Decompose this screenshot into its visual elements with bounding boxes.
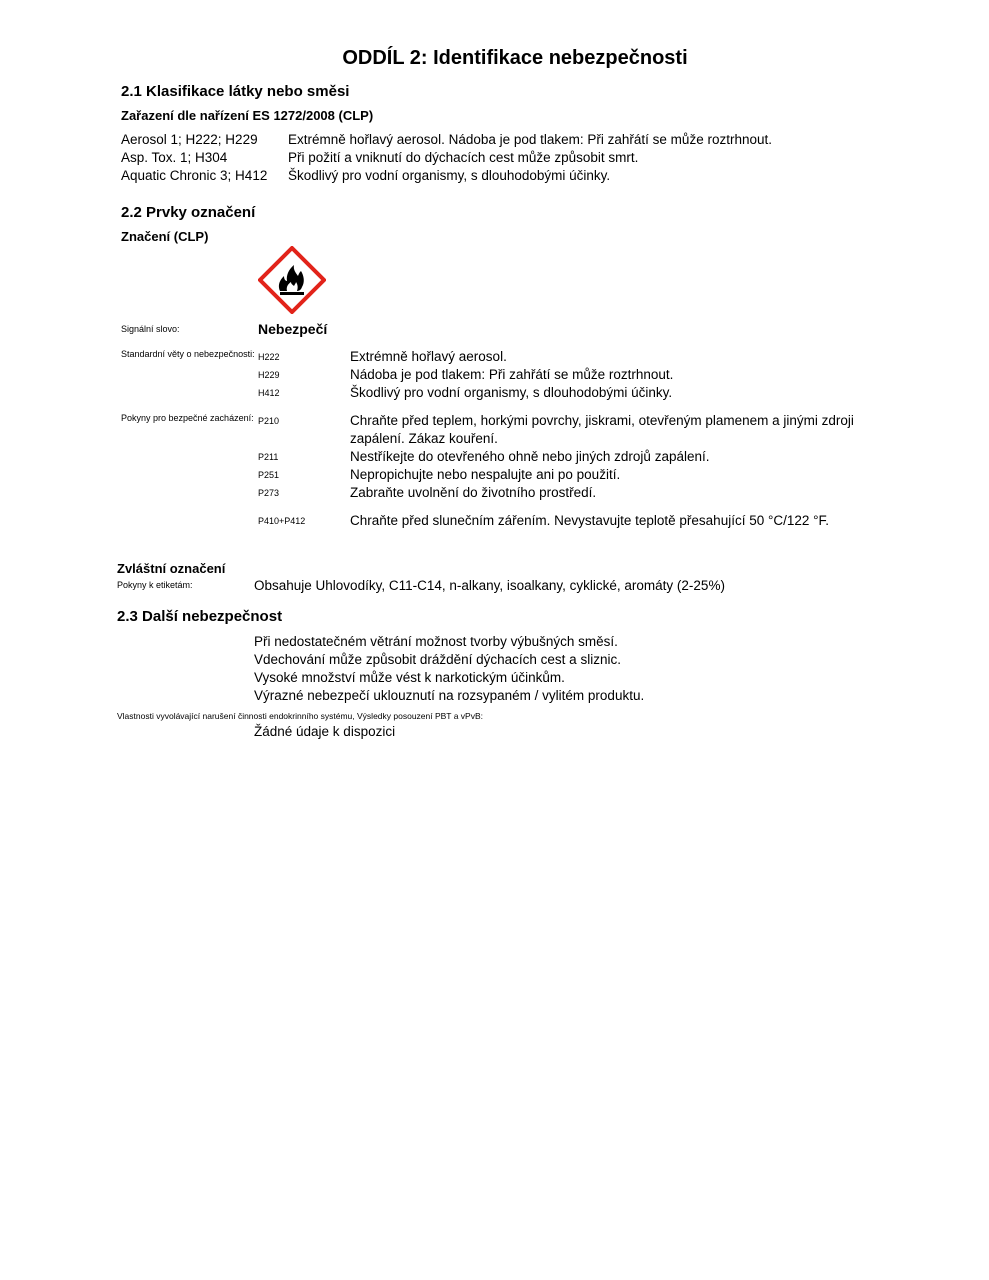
- other-hazard-line: Při nedostatečném větrání možnost tvorby výbušných směsí.: [254, 634, 618, 649]
- classification-code: Asp. Tox. 1; H304: [121, 150, 228, 165]
- precaution-code: P273: [258, 488, 280, 498]
- clp-labelling-subheading: Značení (CLP): [121, 229, 209, 244]
- hazard-statements-label: Standardní věty o nebezpečnosti:: [121, 349, 255, 359]
- heading-2-2: 2.2 Prvky označení: [121, 204, 256, 221]
- precaution-text: Chraňte před teplem, horkými povrchy, jiskrami, otevřeným plamenem a jinými zdroji zapálení. Zákaz kouření.: [350, 413, 854, 446]
- classification-text: Extrémně hořlavý aerosol. Nádoba je pod tlakem: Při zahřátí se může roztrhnout.: [288, 132, 772, 147]
- other-hazard-line: Vysoké množství může vést k narkotickým účinkům.: [254, 670, 565, 685]
- precaution-text: Nepropichujte nebo nespalujte ani po použití.: [350, 467, 621, 482]
- hazard-text: Nádoba je pod tlakem: Při zahřátí se může roztrhnout.: [350, 367, 674, 382]
- signal-word-label: Signální slovo:: [121, 324, 180, 334]
- precaution-text: Zabraňte uvolnění do životního prostředí.: [350, 485, 597, 500]
- precaution-code: P251: [258, 470, 280, 480]
- section-title: ODDÍL 2: Identifikace nebezpečnosti: [342, 47, 688, 69]
- precaution-code: P410+P412: [258, 516, 306, 526]
- endocrine-pbt-value: Žádné údaje k dispozici: [254, 724, 396, 739]
- signal-word: Nebezpečí: [258, 321, 328, 337]
- heading-2-3: 2.3 Další nebezpečnost: [117, 608, 283, 625]
- precaution-code: P210: [258, 416, 280, 426]
- hazard-text: Extrémně hořlavý aerosol.: [350, 349, 507, 364]
- clp-classification-subheading: Zařazení dle nařízení ES 1272/2008 (CLP): [121, 108, 374, 123]
- classification-code: Aerosol 1; H222; H229: [121, 132, 258, 147]
- precautionary-statements-label: Pokyny pro bezpečné zacházení:: [121, 413, 254, 423]
- label-instructions-text: Obsahuje Uhlovodíky, C11-C14, n-alkany, isoalkany, cyklické, aromáty (2-25%): [254, 578, 725, 593]
- hazard-code: H222: [258, 352, 280, 362]
- classification-text: Při požití a vniknutí do dýchacích cest může způsobit smrt.: [288, 150, 639, 165]
- label-instructions-label: Pokyny k etiketám:: [117, 580, 193, 590]
- precaution-text: Nestříkejte do otevřeného ohně nebo jiných zdrojů zapálení.: [350, 449, 710, 464]
- precaution-code: P211: [258, 452, 279, 462]
- precaution-text: Chraňte před slunečním zářením. Nevystavujte teplotě přesahující 50 °C/122 °F.: [350, 513, 830, 528]
- hazard-text: Škodlivý pro vodní organismy, s dlouhodobými účinky.: [350, 385, 673, 400]
- hazard-code: H412: [258, 388, 280, 398]
- other-hazard-line: Vdechování může způsobit dráždění dýchacích cest a sliznic.: [254, 652, 621, 667]
- classification-text: Škodlivý pro vodní organismy, s dlouhodobými účinky.: [288, 168, 611, 183]
- flame-pictogram-icon: [258, 246, 326, 314]
- classification-code: Aquatic Chronic 3; H412: [121, 168, 268, 183]
- endocrine-pbt-label: Vlastnosti vyvolávající narušení činnosti endokrinního systému, Výsledky posouzení PBT a vPvB:: [117, 711, 483, 721]
- heading-2-1: 2.1 Klasifikace látky nebo směsi: [121, 83, 350, 100]
- other-hazard-line: Výrazné nebezpečí uklouznutí na rozsypaném / vylitém produktu.: [254, 688, 645, 703]
- hazard-code: H229: [258, 370, 280, 380]
- special-labelling-heading: Zvláštní označení: [117, 561, 226, 576]
